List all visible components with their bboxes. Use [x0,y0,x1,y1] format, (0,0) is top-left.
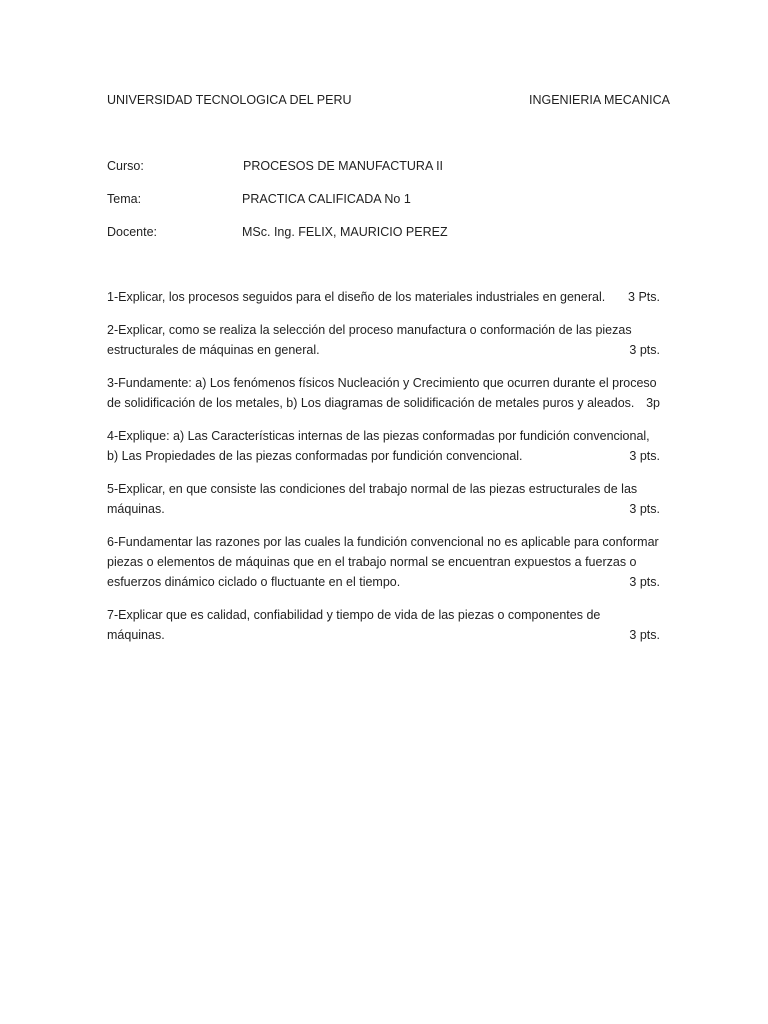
question-text: máquinas. [107,502,165,516]
question-line [107,625,660,645]
topic-value: PRACTICA CALIFICADA No 1 [242,192,411,206]
question-points: 3 pts. [629,628,660,642]
question-6 [107,532,660,592]
question-line [107,572,660,592]
question-5 [107,479,660,519]
question-text: 4-Explique: a) Las Características internas de las piezas conformadas por fundición convencional, [107,429,650,443]
faculty-name: INGENIERIA MECANICA [529,93,670,107]
question-points: 3 pts. [629,343,660,357]
question-text: 1-Explicar, los procesos seguidos para el diseño de los materiales industriales en general. [107,290,606,304]
question-line [107,340,660,360]
question-text: 2-Explicar, como se realiza la selección del proceso manufactura o conformación de las piezas [107,323,632,337]
teacher-label: Docente: [107,225,158,239]
question-line [107,287,660,307]
question-text: estructurales de máquinas en general. [107,343,320,357]
question-text: esfuerzos dinámico ciclado o fluctuante en el tiempo. [107,575,401,589]
question-text: b) Las Propiedades de las piezas conformadas por fundición convencional. [107,449,523,463]
question-line [107,499,660,519]
question-text: de solidificación de los metales, b) Los diagramas de solidificación de metales puros y aleados. [107,396,635,410]
course-value: PROCESOS DE MANUFACTURA II [243,159,444,173]
topic-label: Tema: [107,192,142,206]
question-line [107,446,660,466]
question-text: piezas o elementos de máquinas que en el trabajo normal se encuentran expuestos a fuerzas o [107,555,637,569]
teacher-value: MSc. Ing. FELIX, MAURICIO PEREZ [242,225,448,239]
university-name: UNIVERSIDAD TECNOLOGICA DEL PERU [107,93,352,107]
question-points: 3 pts. [629,575,660,589]
question-points: 3 pts. [629,502,660,516]
question-7 [107,605,660,645]
question-1 [107,287,660,307]
question-text: máquinas. [107,628,165,642]
question-text: 6-Fundamentar las razones por las cuales la fundición convencional no es aplicable para conformar [107,535,659,549]
question-4 [107,426,660,466]
question-points: 3p [646,396,660,410]
question-points: 3 pts. [629,449,660,463]
question-text: 7-Explicar que es calidad, confiabilidad y tiempo de vida de las piezas o componentes de [107,608,601,622]
course-label: Curso: [107,159,144,173]
question-text: 5-Explicar, en que consiste las condiciones del trabajo normal de las piezas estructurales de las [107,482,638,496]
question-text: 3-Fundamente: a) Los fenómenos físicos Nucleación y Crecimiento que ocurren durante el proceso [107,376,657,390]
question-3 [107,373,660,413]
question-points: 3 Pts. [628,290,660,304]
question-line [107,393,660,413]
question-2 [107,320,660,360]
